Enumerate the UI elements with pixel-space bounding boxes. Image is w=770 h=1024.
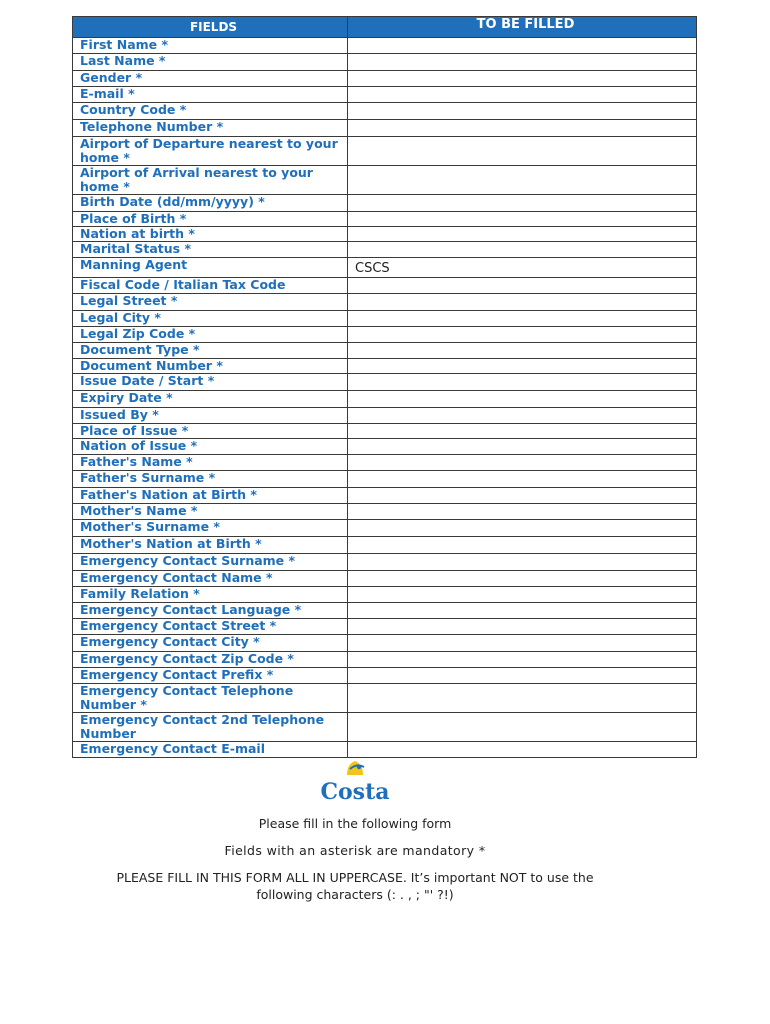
table-row: [73, 455, 697, 471]
field-label: Emergency Contact City *: [73, 635, 348, 652]
table-row: [73, 619, 697, 635]
table-row: [73, 554, 697, 571]
field-label: Emergency Contact Zip Code *: [73, 652, 348, 668]
field-value-cell[interactable]: [348, 120, 697, 137]
field-label: Father's Nation at Birth *: [73, 488, 348, 504]
field-label: Emergency Contact Language *: [73, 603, 348, 619]
field-label: First Name *: [73, 38, 348, 54]
field-label: E-mail *: [73, 87, 348, 103]
field-label: Marital Status *: [73, 242, 348, 258]
field-value-cell[interactable]: [348, 504, 697, 520]
field-value-cell[interactable]: [348, 71, 697, 87]
table-row: [73, 587, 697, 603]
field-label: Mother's Nation at Birth *: [73, 537, 348, 554]
table-row: [73, 327, 697, 343]
field-label: Nation at birth *: [73, 227, 348, 242]
field-value-cell[interactable]: [348, 103, 697, 120]
field-value-cell[interactable]: [348, 424, 697, 439]
table-row: [73, 408, 697, 424]
field-label: Legal City *: [73, 311, 348, 327]
field-label: Father's Name *: [73, 455, 348, 471]
table-row: [73, 103, 697, 120]
field-value-cell[interactable]: [348, 38, 697, 54]
field-label: Nation of Issue *: [73, 439, 348, 455]
field-value-cell[interactable]: [348, 343, 697, 359]
field-value-cell[interactable]: [348, 619, 697, 635]
table-header-row: [73, 17, 697, 38]
field-label: Mother's Surname *: [73, 520, 348, 537]
costa-logo: [317, 758, 393, 804]
field-value-cell[interactable]: [348, 713, 697, 742]
application-form-table: [72, 16, 697, 758]
field-label: Legal Street *: [73, 294, 348, 311]
field-label: Telephone Number *: [73, 120, 348, 137]
instruction-uppercase: PLEASE FILL IN THIS FORM ALL IN UPPERCASE. It’s important NOT to use the following characters (: . , ; "' ?!): [116, 870, 594, 902]
field-value-cell[interactable]: [348, 327, 697, 343]
field-value-cell[interactable]: [348, 488, 697, 504]
table-row: [73, 713, 697, 742]
field-label: Issued By *: [73, 408, 348, 424]
field-value-cell[interactable]: [348, 471, 697, 488]
field-label: Airport of Departure nearest to your home *: [73, 137, 348, 166]
field-label: Gender *: [73, 71, 348, 87]
field-value-cell[interactable]: [348, 212, 697, 227]
table-row: [73, 258, 697, 278]
field-label: Issue Date / Start *: [73, 374, 348, 391]
header-to-be-filled: TO BE FILLED: [348, 17, 697, 38]
field-value-cell[interactable]: [348, 359, 697, 374]
field-label: Emergency Contact E-mail: [73, 742, 348, 758]
field-value-cell[interactable]: [348, 603, 697, 619]
field-value-cell[interactable]: [348, 294, 697, 311]
field-label: Last Name *: [73, 54, 348, 71]
table-row: [73, 424, 697, 439]
costa-logo-icon: [347, 761, 364, 775]
field-value-cell[interactable]: [348, 227, 697, 242]
table-row: [73, 684, 697, 713]
field-label: Birth Date (dd/mm/yyyy) *: [73, 195, 348, 212]
field-value-cell[interactable]: [348, 87, 697, 103]
field-label: Family Relation *: [73, 587, 348, 603]
table-row: [73, 166, 697, 195]
field-value-cell[interactable]: [348, 455, 697, 471]
field-value-cell[interactable]: [348, 242, 697, 258]
table-row: [73, 294, 697, 311]
table-row: [73, 374, 697, 391]
field-value-cell[interactable]: [348, 652, 697, 668]
table-row: [73, 471, 697, 488]
field-label: Legal Zip Code *: [73, 327, 348, 343]
table-row: [73, 227, 697, 242]
field-label: Place of Birth *: [73, 212, 348, 227]
field-value-cell[interactable]: [348, 195, 697, 212]
table-row: [73, 391, 697, 408]
field-label: Emergency Contact 2nd Telephone Number: [73, 713, 348, 742]
field-value-cell[interactable]: [348, 137, 697, 166]
field-label: Manning Agent: [73, 258, 348, 278]
field-label: Document Number *: [73, 359, 348, 374]
table-row: [73, 120, 697, 137]
field-label: Mother's Name *: [73, 504, 348, 520]
table-row: [73, 212, 697, 227]
table-row: [73, 603, 697, 619]
field-value-cell[interactable]: [348, 408, 697, 424]
table-row: [73, 195, 697, 212]
field-value-cell[interactable]: [348, 439, 697, 455]
field-value-cell[interactable]: [348, 742, 697, 758]
field-label: Expiry Date *: [73, 391, 348, 408]
table-row: [73, 571, 697, 587]
table-row: [73, 87, 697, 103]
table-row: [73, 343, 697, 359]
header-fields: FIELDS: [73, 17, 348, 38]
table-row: [73, 652, 697, 668]
field-label: Document Type *: [73, 343, 348, 359]
table-row: [73, 537, 697, 554]
costa-logo-text: Costa: [320, 779, 390, 804]
field-value-cell[interactable]: [348, 166, 697, 195]
table-row: [73, 635, 697, 652]
field-value-cell[interactable]: [348, 537, 697, 554]
field-label: Fiscal Code / Italian Tax Code: [73, 278, 348, 294]
instruction-mandatory: Fields with an asterisk are mandatory *: [224, 843, 486, 858]
field-label: Emergency Contact Prefix *: [73, 668, 348, 684]
field-value-cell[interactable]: [348, 668, 697, 684]
table-row: [73, 742, 697, 758]
field-value-cell[interactable]: [348, 54, 697, 71]
field-value-cell[interactable]: [348, 571, 697, 587]
field-label: Place of Issue *: [73, 424, 348, 439]
table-row: [73, 439, 697, 455]
table-row: [73, 668, 697, 684]
field-value-cell[interactable]: [348, 391, 697, 408]
field-value-cell[interactable]: [348, 520, 697, 537]
table-row: [73, 242, 697, 258]
table-row: [73, 137, 697, 166]
field-value-cell[interactable]: [348, 374, 697, 391]
table-row: [73, 359, 697, 374]
field-value-cell[interactable]: [348, 278, 697, 294]
instruction-fill-form: Please fill in the following form: [258, 816, 452, 831]
table-row: [73, 38, 697, 54]
field-value-cell[interactable]: [348, 587, 697, 603]
field-value-cell[interactable]: CSCS: [348, 258, 697, 278]
field-label: Father's Surname *: [73, 471, 348, 488]
field-value-cell[interactable]: [348, 554, 697, 571]
table-row: [73, 278, 697, 294]
field-label: Airport of Arrival nearest to your home *: [73, 166, 348, 195]
field-value-cell[interactable]: [348, 684, 697, 713]
field-value-cell[interactable]: [348, 311, 697, 327]
table-row: [73, 488, 697, 504]
field-label: Country Code *: [73, 103, 348, 120]
table-row: [73, 54, 697, 71]
table-row: [73, 71, 697, 87]
field-label: Emergency Contact Surname *: [73, 554, 348, 571]
table-row: [73, 311, 697, 327]
field-value-cell[interactable]: [348, 635, 697, 652]
table-row: [73, 504, 697, 520]
field-label: Emergency Contact Name *: [73, 571, 348, 587]
field-label: Emergency Contact Street *: [73, 619, 348, 635]
table-row: [73, 520, 697, 537]
field-label: Emergency Contact Telephone Number *: [73, 684, 348, 713]
